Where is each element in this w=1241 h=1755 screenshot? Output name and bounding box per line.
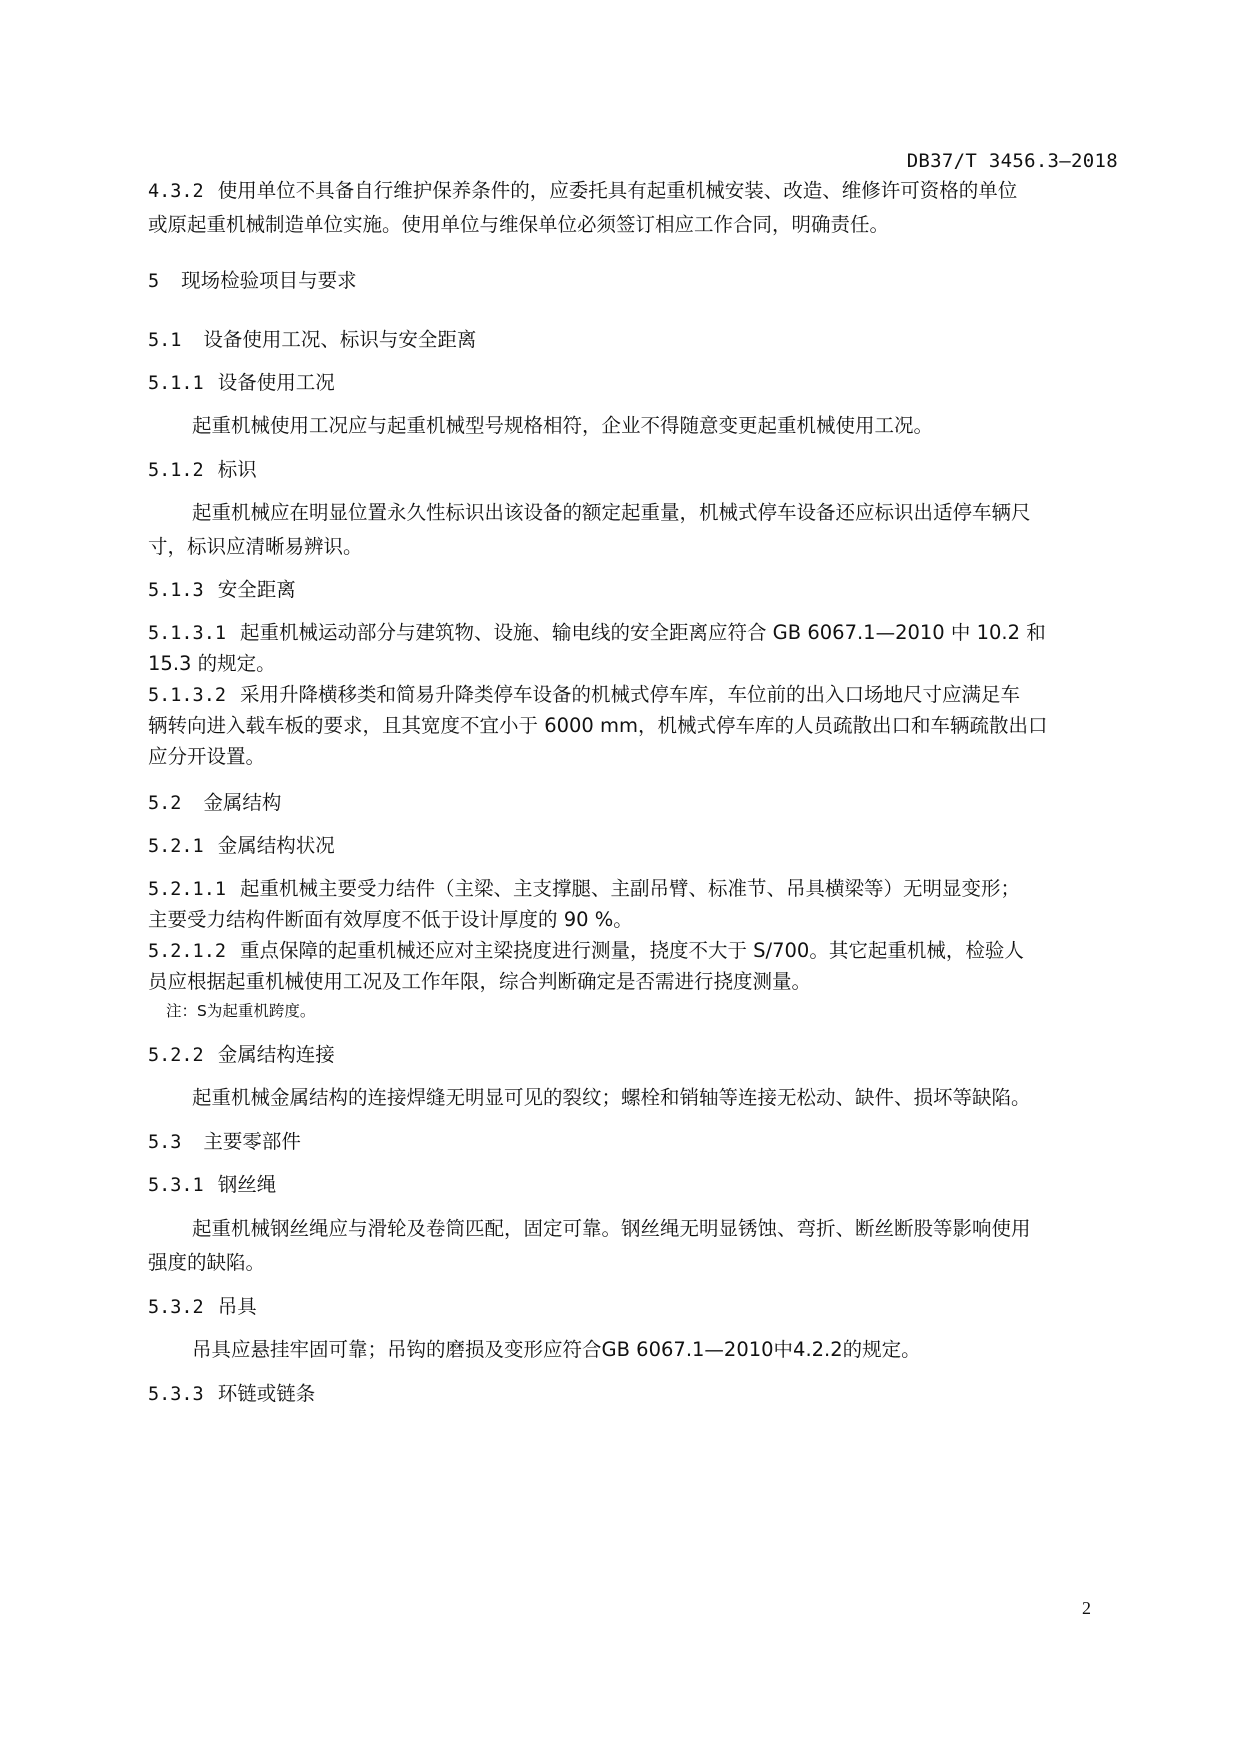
clause-5-1-3-2-line-2: 辆转向进入载车板的要求，且其宽度不宜小于 6000 mm，机械式停车库的人员疏散出口和车辆疏散出口 (148, 714, 1048, 737)
clause-number: 5.1.3.2 (148, 685, 226, 706)
section-5-heading (148, 264, 1116, 299)
section-5-1-3-heading (148, 573, 1116, 608)
section-number: 5 (148, 271, 160, 292)
clause-4-3-2-line-1 (148, 174, 1116, 209)
clause-5-2-1-2-line-1 (148, 934, 1116, 969)
paragraph-5-2-2: 起重机械金属结构的连接焊缝无明显可见的裂纹；螺栓和销轴等连接无松动、缺件、损坏等缺陷。 (192, 1086, 1031, 1109)
clause-4-3-2-line-2: 或原起重机械制造单位实施。使用单位与维保单位必须签订相应工作合同，明确责任。 (148, 213, 890, 236)
section-title: 设备使用工况、标识与安全距离 (203, 328, 477, 351)
section-number: 5.1.1 (148, 373, 204, 394)
section-5-1-heading (148, 323, 1116, 358)
section-number: 5.2 (148, 793, 182, 814)
paragraph-5-1-2-line-1: 起重机械应在明显位置永久性标识出该设备的额定起重量，机械式停车设备还应标识出适停车辆尺 (192, 501, 1031, 524)
section-title: 吊具 (217, 1295, 257, 1318)
paragraph-5-3-1-line-2: 强度的缺陷。 (148, 1251, 266, 1274)
clause-text: 起重机械运动部分与建筑物、设施、输电线的安全距离应符合 GB 6067.1—2010 中 10.2 和 (239, 621, 1046, 644)
clause-number: 5.2.1.2 (148, 941, 226, 962)
section-number: 5.1.3 (148, 580, 204, 601)
section-number: 5.3 (148, 1132, 182, 1153)
standard-code-header: DB37/T 3456.3—2018 (906, 150, 1118, 172)
section-title: 金属结构状况 (217, 834, 335, 857)
section-number: 5.3.1 (148, 1175, 204, 1196)
clause-5-1-3-2-line-1 (148, 678, 1116, 713)
section-title: 设备使用工况 (217, 371, 335, 394)
section-title: 主要零部件 (203, 1130, 301, 1153)
section-number: 5.2.1 (148, 836, 204, 857)
paragraph-5-1-2-line-2: 寸，标识应清晰易辨识。 (148, 535, 363, 558)
page-number: 2 (1082, 1598, 1091, 1618)
section-5-2-2-heading (148, 1038, 1116, 1073)
clause-text: 采用升降横移类和简易升降类停车设备的机械式停车库，车位前的出入口场地尺寸应满足车 (239, 683, 1020, 706)
clause-text: 起重机械主要受力结件（主梁、主支撑腿、主副吊臂、标准节、吊具横梁等）无明显变形； (239, 877, 1020, 900)
note: 注：S为起重机跨度。 (166, 1002, 316, 1020)
clause-number: 4.3.2 (148, 181, 204, 202)
section-5-3-heading (148, 1125, 1116, 1160)
section-title: 环链或链条 (217, 1382, 316, 1405)
section-title: 标识 (217, 458, 257, 481)
section-title: 安全距离 (217, 578, 296, 601)
section-title: 钢丝绳 (217, 1173, 277, 1196)
section-number: 5.1 (148, 330, 182, 351)
section-number: 5.3.3 (148, 1384, 204, 1405)
clause-number: 5.2.1.1 (148, 879, 226, 900)
paragraph-5-3-2: 吊具应悬挂牢固可靠；吊钩的磨损及变形应符合GB 6067.1—2010中4.2.2的规定。 (192, 1338, 921, 1361)
paragraph-5-3-1-line-1: 起重机械钢丝绳应与滑轮及卷筒匹配，固定可靠。钢丝绳无明显锈蚀、弯折、断丝断股等影响使用 (192, 1217, 1031, 1240)
section-number: 5.2.2 (148, 1045, 204, 1066)
clause-text: 使用单位不具备自行维护保养条件的，应委托具有起重机械安装、改造、维修许可资格的单位 (217, 179, 1018, 202)
section-5-3-3-heading (148, 1377, 1116, 1412)
section-number: 5.3.2 (148, 1297, 204, 1318)
section-5-2-heading (148, 786, 1116, 821)
section-title: 现场检验项目与要求 (181, 269, 357, 292)
clause-5-1-3-1-line-1 (148, 616, 1116, 651)
section-5-3-2-heading (148, 1290, 1116, 1325)
section-5-1-2-heading (148, 453, 1116, 488)
section-5-2-1-heading (148, 829, 1116, 864)
clause-text: 重点保障的起重机械还应对主梁挠度进行测量，挠度不大于 S/700。其它起重机械，检验人 (239, 939, 1024, 962)
clause-number: 5.1.3.1 (148, 623, 226, 644)
clause-5-2-1-2-line-2: 员应根据起重机械使用工况及工作年限，综合判断确定是否需进行挠度测量。 (148, 970, 812, 993)
clause-5-2-1-1-line-1 (148, 872, 1116, 907)
clause-5-1-3-2-line-3: 应分开设置。 (148, 745, 266, 768)
clause-5-1-3-1-line-2: 15.3 的规定。 (148, 652, 276, 675)
paragraph-5-1-1: 起重机械使用工况应与起重机械型号规格相符，企业不得随意变更起重机械使用工况。 (192, 414, 934, 437)
section-5-1-1-heading (148, 366, 1116, 401)
section-5-3-1-heading (148, 1168, 1116, 1203)
section-title: 金属结构 (203, 791, 282, 814)
section-number: 5.1.2 (148, 460, 204, 481)
clause-5-2-1-1-line-2: 主要受力结构件断面有效厚度不低于设计厚度的 90 %。 (148, 908, 633, 931)
section-title: 金属结构连接 (217, 1043, 335, 1066)
